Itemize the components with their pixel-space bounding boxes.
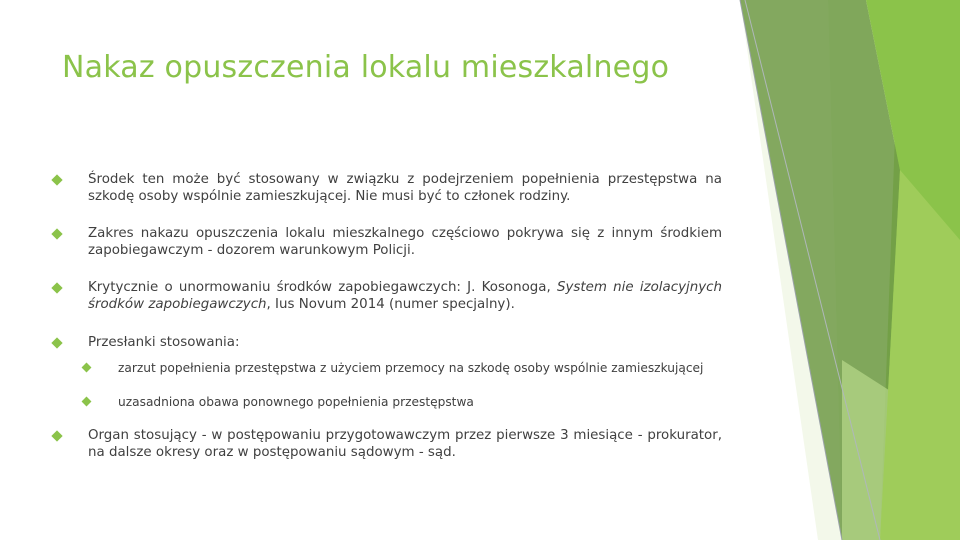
list-item: [52, 280, 722, 313]
sub-list-item: [82, 395, 722, 411]
diamond-bullet-icon: [51, 283, 62, 294]
bullet-list: [52, 172, 722, 482]
list-item: [52, 226, 722, 259]
list-item-text: Zakres nakazu opuszczenia lokalu mieszkalnego częściowo pokrywa się z innym środkiem zapobiegawczym - dozorem warunkowym Policji.: [88, 226, 722, 258]
diamond-bullet-icon: [51, 229, 62, 240]
list-item-text-tail: , Ius Novum 2014 (numer specjalny).: [266, 296, 515, 312]
sub-list: [52, 361, 722, 410]
diamond-bullet-icon: [51, 337, 62, 348]
list-item: [52, 172, 722, 205]
list-item-text: Środek ten może być stosowany w związku z podejrzeniem popełnienia przestępstwa na szkodę osoby wspólnie zamieszkującej. Nie musi być to członek rodziny.: [88, 172, 722, 204]
sub-list-item: [82, 361, 722, 377]
diamond-bullet-icon: [82, 396, 92, 406]
diamond-bullet-icon: [51, 430, 62, 441]
list-item: [52, 428, 722, 461]
diamond-bullet-icon: [51, 174, 62, 185]
slide-title: Nakaz opuszczenia lokalu mieszkalnego: [62, 50, 670, 85]
book-title: System nie izolacyjnych środków zapobiegawczych: [88, 280, 723, 312]
sub-list-item-text: uzasadniona obawa ponownego popełnienia przestępstwa: [118, 394, 474, 409]
sub-list-item-text: zarzut popełnienia przestępstwa z użyciem przemocy na szkodę osoby wspólnie zamieszkującej: [118, 361, 704, 376]
list-item-text: Przesłanki stosowania:: [88, 334, 240, 350]
list-item-text: Krytycznie o unormowaniu środków zapobiegawczych: J. Kosonoga,: [88, 280, 557, 296]
list-item: [52, 335, 722, 352]
list-item-text: Organ stosujący - w postępowaniu przygotowawczym przez pierwsze 3 miesiące - prokurator, na dalsze okresy oraz w postępowaniu sądowym - sąd.: [88, 428, 722, 460]
diamond-bullet-icon: [82, 363, 92, 373]
